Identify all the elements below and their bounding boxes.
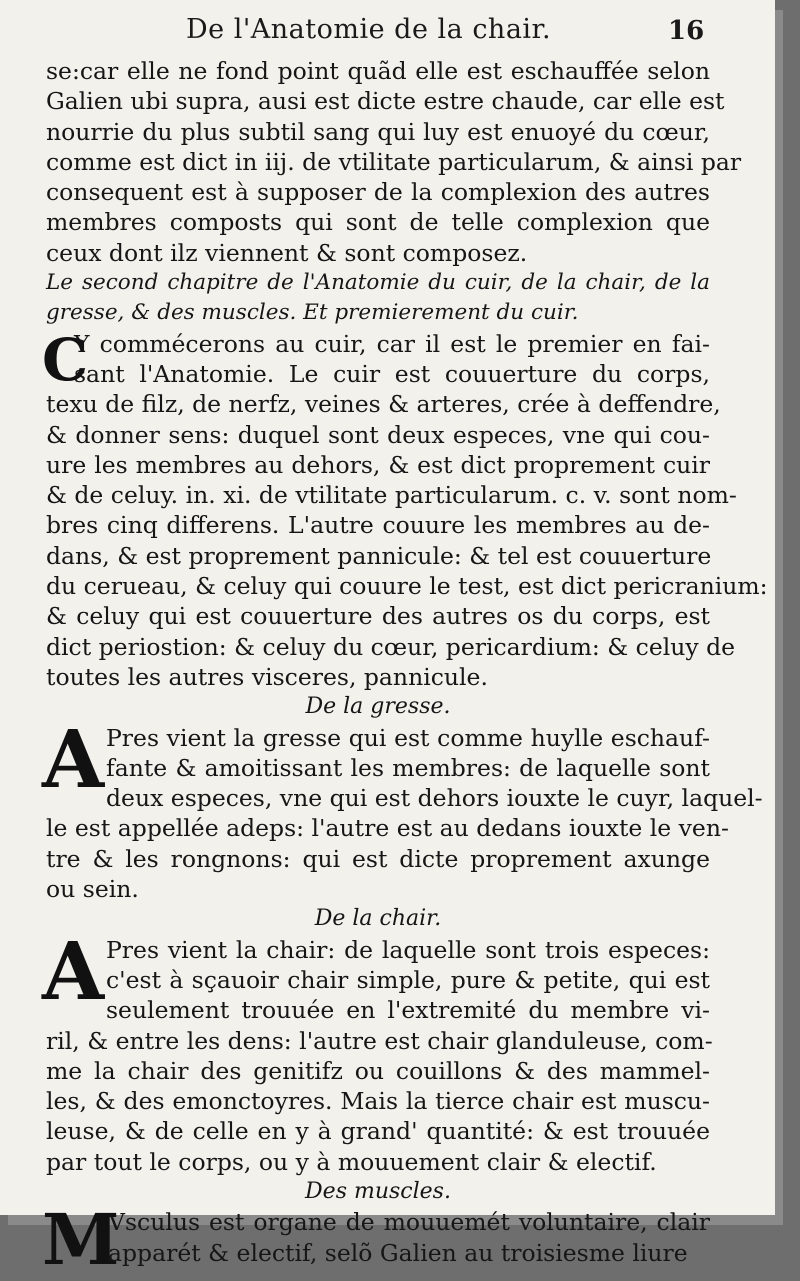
chapter-heading: [46, 268, 710, 329]
running-title: De l'Anatomie de la chair.: [186, 14, 552, 45]
subheading-chair: De la chair.: [314, 906, 442, 932]
page-number: 16: [668, 16, 705, 46]
text-line: deux especes, vne qui est dehors iouxte le cuyr, laquel-: [106, 784, 763, 813]
chapter-heading-line: Le second chapitre de l'Anatomie du cuir, de la chair, de la: [46, 270, 710, 296]
text-line: Pres vient la chair: de laquelle sont trois especes:: [106, 935, 710, 964]
text-line: nourrie du plus subtil sang qui luy est enuoyé du cœur,: [46, 117, 710, 146]
paragraph-chair: [42, 923, 713, 1177]
text-line: seulement trouuée en l'extremité du membre vi-: [106, 996, 710, 1025]
text-line: leuse, & de celle en y à grand' quantité: & est trouuée: [46, 1117, 710, 1146]
text-line: & de celuy. in. xi. de vtilitate particularum. c. v. sont nom-: [46, 481, 737, 510]
subheading-gresse: De la gresse.: [305, 694, 451, 720]
text-line: & donner sens: duquel sont deux especes, vne qui cou-: [46, 420, 710, 449]
text-line: ril, & entre les dens: l'autre est chair glanduleuse, com-: [46, 1026, 713, 1055]
text-line: dans, & est proprement pannicule: & tel est couuerture: [46, 541, 712, 570]
text-line: ou sein.: [46, 875, 139, 904]
text-line: tre & les rongnons: qui est dicte proprement axunge: [46, 844, 710, 873]
drop-cap-m: M: [42, 1198, 120, 1281]
text-line: se:car elle ne fond point quãd elle est eschauffée selon: [46, 57, 710, 85]
paragraph-gresse: [42, 711, 763, 905]
text-line: fante & amoitissant les membres: de laquelle sont: [106, 753, 710, 782]
text-line: bres cinq differens. L'autre couure les membres au de-: [46, 511, 710, 540]
text-line: membres composts qui sont de telle complexion que: [46, 208, 710, 237]
paragraph-cuir: [42, 325, 768, 693]
text-line: par tout le corps, ou y à mouuement clair & electif.: [46, 1147, 657, 1176]
text-line: Pres vient la gresse qui est comme huylle eschauf-: [106, 723, 710, 752]
text-line: me la chair des genitifz ou couillons & des mammel-: [46, 1056, 710, 1085]
text-line: & celuy qui est couuerture des autres os du corps, est: [46, 602, 710, 631]
text-line: consequent est à supposer de la complexion des autres: [46, 178, 710, 207]
text-line: c'est à sçauoir chair simple, pure & petite, qui est: [106, 965, 710, 994]
drop-cap-a-gresse: A: [42, 711, 105, 806]
text-line: le est appellée adeps: l'autre est au dedans iouxte le ven-: [46, 814, 729, 843]
paragraph-muscles: [42, 1198, 710, 1281]
text-line: ure les membres au dehors, & est dict proprement cuir: [46, 450, 710, 479]
text-line: dict periostion: & celuy du cœur, pericardium: & celuy de: [46, 632, 736, 661]
text-line: texu de filz, de nerfz, veines & arteres, crée à deffendre,: [46, 390, 721, 419]
drop-cap-a-chair: A: [42, 923, 105, 1018]
body-text: [42, 56, 768, 1281]
paragraph-continuation: [46, 56, 742, 268]
text-line: du cerueau, & celuy qui couure le test, est dict pericranium:: [46, 572, 768, 601]
chapter-heading-line: gresse, & des muscles. Et premierement du cuir.: [46, 300, 579, 326]
text-line: toutes les autres visceres, pannicule.: [46, 662, 488, 691]
text-line: les, & des emonctoyres. Mais la tierce chair est muscu-: [46, 1087, 710, 1116]
text-line: sant l'Anatomie. Le cuir est couuerture du corps,: [74, 359, 710, 388]
text-line: Vsculus est organe de mouuemét voluntaire, clair: [108, 1208, 710, 1237]
drop-cap-c: C: [42, 325, 89, 394]
text-line: comme est dict in iij. de vtilitate particularum, & ainsi par: [46, 147, 742, 176]
text-line: apparét & electif, selõ Galien au troisiesme liure: [108, 1238, 688, 1267]
text-line: ceux dont ilz viennent & sont composez.: [46, 238, 528, 267]
text-line: Galien ubi supra, ausi est dicte estre chaude, car elle est: [46, 87, 725, 116]
text-line: Y commécerons au cuir, car il est le premier en fai-: [74, 329, 710, 358]
subheading-muscles: Des muscles.: [305, 1178, 451, 1204]
